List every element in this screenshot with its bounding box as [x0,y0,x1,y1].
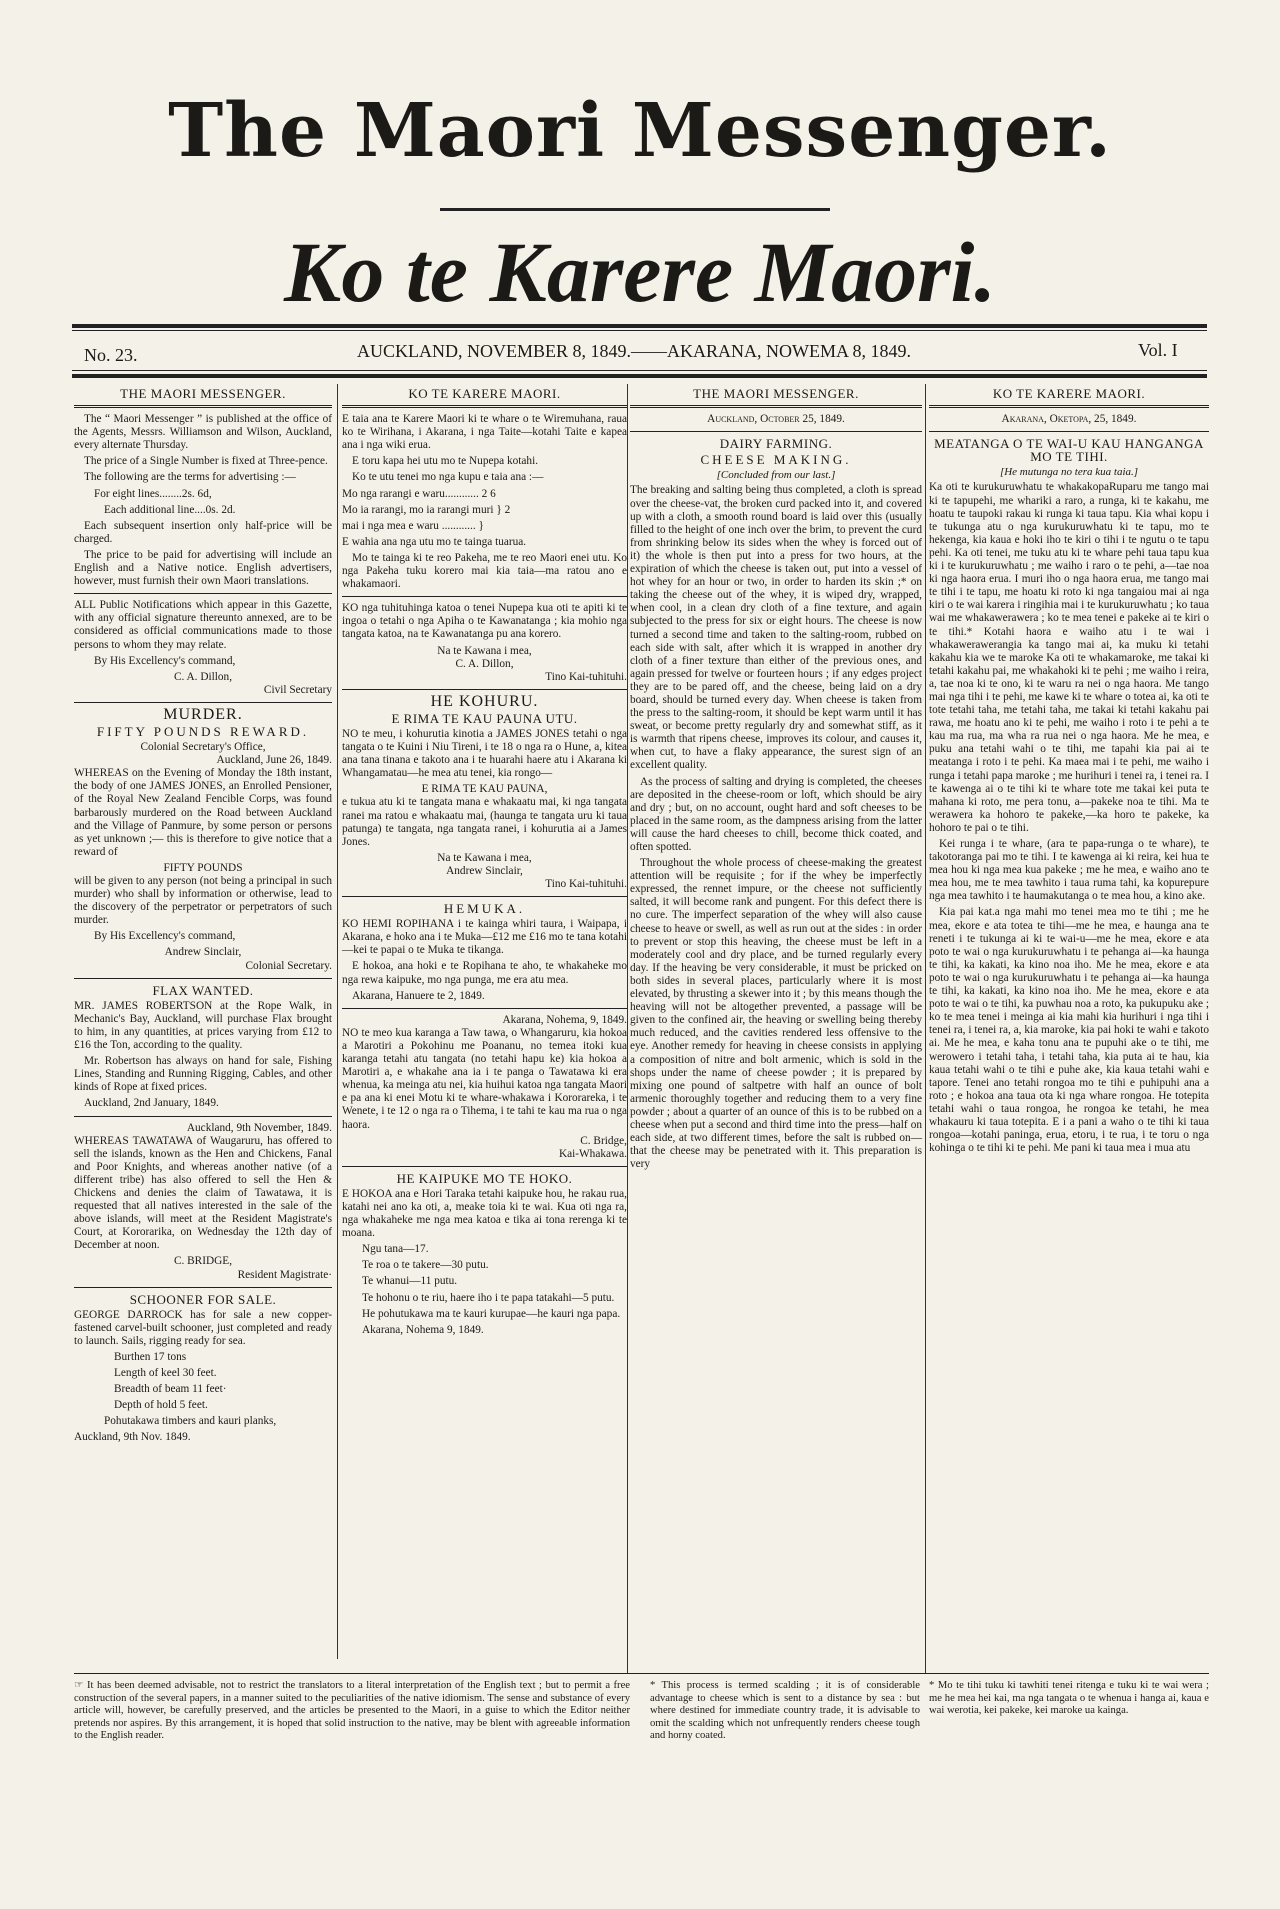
paragraph: The price to be paid for advertising will include an English and a Native notice. English advertisers, however, must furnish their own Maori translations. [74,548,332,588]
paragraph: E wahia ana nga utu mo te tainga tuarua. [342,535,527,548]
notice-paragraph: KO nga tuhituhinga katoa o tenei Nupepa kua oti te apiti ki te ingoa o tetahi o nga Apiha o te Kawanatanga ; kia mohio nga tangata katoa, na te Kawanatanga pu ana korero. [342,602,627,641]
dateline-rule-top-thin [72,330,1207,331]
rule [342,405,627,408]
rule [929,405,1209,408]
tawatawa-paragraph: NO te meo kua karanga a Taw tawa, o Whangaruru, kia hokoa a Marotiri a Pokohinu me Poananu, no temea itoki kua karanga tetahi atu tangata (no tetahi hapu ke) kia hokoa a Marotiri a, e whakahe ana ia i te panga o Tawatawa ki era whenua, ka meinga atu nei, kia huihui katoa nga tangata Maori e pa ana ki enei Motu ki te whare-whakawa i Kororareka, i te Wenete, i te 12 o nga ra o Tihema, i te tahi te kau ma rua o nga haora. [342,1026,627,1131]
column-divider [925,384,926,1674]
paragraph: The following are the terms for advertising :— [84,471,296,484]
spec-line: Ngu tana—17. [362,1243,429,1256]
issue-number: No. 23. [84,345,138,365]
signature: Andrew Sinclair, [446,864,523,877]
rate-line: Mo ia rarangi, mo ia rarangi muri } 2 [342,503,511,516]
spec-line: Te roa o te takere—30 putu. [362,1259,489,1272]
signature: C. A. Dillon, [173,670,233,683]
masthead-title: The Maori Messenger. [168,88,1112,174]
signature: C. BRIDGE, [173,1255,233,1268]
paragraph: Mr. Robertson has always on hand for sale, Fishing Lines, Standing and Running Rigging, Cables, and other kinds of Rope at fixed prices. [74,1055,332,1094]
date-line: Auckland, June 26, 1849. [216,754,332,767]
murder-paragraph: WHEREAS on the Evening of Monday the 18th instant, the body of one JAMES JONES, an Enrolled Pensioner, of the Royal New Zealand Fencible Corps, was found barbarously murdered on the Road between Auckland and the Village of Panmure, by some person or persons as yet unknown ;— this is therefore to give notice that a reward of [74,767,332,858]
date-line: Akarana, Hanuere te 2, 1849. [352,989,485,1002]
pointing-hand-icon: ☞ [74,1680,87,1691]
rule [74,1116,332,1117]
signature-title: Tino Kai-tuhituhi. [545,670,627,683]
signature-title: Kai-Whakawa. [558,1147,627,1160]
footnote-maori: * Mo te tihi tuku ki tawhiti tenei ritenga e tuku ki te wai wera ; me he mea hei kai, ma nga tangata o te whenua i hanga ai, kaua e wai werotia, kei pakeke, kei maroke ua kainga. [929,1680,1209,1717]
murder-paragraph: NO te meu, i kohurutia kinotia a JAMES JONES tetahi o nga tangata o te Kuini i Niu Tireni, i te 18 o nga ra o Hune, a, kitea ana tana tinana e takoto ana i te huarahi haere atu i Akarana ki Whangamatau—he mea atu tenei, kia rongo— [342,727,627,780]
date-line: Auckland, 9th Nov. 1849. [74,1431,191,1444]
paragraph: Ko te utu tenei mo nga kupu e taia ana :— [352,471,544,484]
schooner-paragraph: E HOKOA ana e Hori Taraka tetahi kaipuke hou, he rakau rua, katahi nei ano ka oti, a, meake toia ki te wai. Kua oti nga ra, nga whakaheke me nga mea katoa e tika ai tona rerenga ki te moana. [342,1187,627,1240]
schooner-heading: HE KAIPUKE MO TE HOKO. [396,1170,573,1186]
paragraph: Mo te tainga ki te reo Pakeha, me te reo Maori enei utu. Ko nga Pakeha tuku korero mai kia taia—ma ratou ano e whakamaori. [342,551,627,591]
rule [74,593,332,594]
date-line: Akarana, Nohema 9, 1849. [362,1323,484,1336]
murder-heading: MURDER. [163,705,243,723]
section-heading: THE MAORI MESSENGER. [120,386,286,401]
paragraph: E taia ana te Karere Maori ki te whare o te Wiremuhana, raua ko te Wirihana, i Akarana, i nga Taite—kotahi Taite e kapea ana i nga wiki erua. [342,413,627,452]
signature-title: Tino Kai-tuhituhi. [545,878,627,890]
section-heading: KO TE KARERE MAORI. [408,386,561,401]
rule [74,405,332,408]
rate-line: Mo nga rarangi e waru............ 2 6 [342,487,496,500]
date-line: Auckland, 2nd January, 1849. [84,1097,219,1110]
concluded-note: [Concluded from our last.] [716,469,836,482]
signature-title: Colonial Secretary. [245,959,332,972]
reward-amount: FIFTY POUNDS [163,861,243,874]
column-divider [627,384,628,1674]
rule [342,596,627,597]
dateline: AUCKLAND, NOVEMBER 8, 1849.——AKARANA, NOWEMA 8, 1849. [357,341,911,361]
paragraph: Kia pai kat.a nga mahi mo tenei mea mo te tihi ; me he mea, ekore e ata totea te tihi—me he mea, e haunga ana te reneti i te tukunga ai ki te wai-u—me he mea, ekore e ata poto te wai o nga kurukuruwhatu i te pehanga ai—ka haunga te tihi, ka kakati, ka kino noa iho. Me he mea, ekore e ata poto te wai o nga kurukuruwhatu i te pehanga ai—ka haunga te tihi, ka kakati, ka kino noa iho. Me he mea, ekore e ata poto te wai o te tihi, ka puwhau noa a roto, ka pukupuku ake ; ko te mea tenei i meinga ai kia mahi kia hurihuri i nga tihi i tenei ra, i tenei ra, a, kia maroke, kia pai hoki te wahi e takoto ai. Me he mea, e kaha tonu ana te pupuhi ake o te tihi, me werowero i tetahi taha, i tetahi taha, kia puta ai te hau, kia kaua tetahi wahi o te tihi e puhe ake, kia kaua tetahi wahi e tapore. Tenei ano tetahi rongoa mo te tihi e puhipuhi ana a roto ; e hokoa ana taua ota ki nga whare rongoa. He totepita tetahi wahi o taua rongoa, he rongoa ke tetahi, he mea whakauru ki taua totepita. E i a pani a waho o te tihi ki taua rongoa—kotahi paninga, erua, etoru, i te rua, i te toru o nga kohinga o te tihi ki te pehi. Me pani ki taua mea i mua atu [929,906,1209,1155]
footnote-editorial [74,1680,630,1743]
footnote-text: It has been deemed advisable, not to restrict the translators to a literal interpretation of the English text ; but to permit a free construction of the several papers, in a manner suited to the peculiarities of the native idiomism. The sense and substance of every article will, however, be carefully preserved, and the articles be presented to the Maori, in a guise to which the Editor neither pretends nor aspires. By this arrangement, it is hoped that solid instruction to the native, may be blent with agreeable information to the English reader. [74,1680,630,1742]
concluded-note: [He mutunga no tera kua taia.] [999,466,1139,479]
office-line: Colonial Secretary's Office, [140,741,266,754]
paragraph: Throughout the whole process of cheese-making the greatest attention will be requisite ; for if the whey be imperfectly expressed, the rennet impure, or the cheese not sufficiently salted, it will become rank and pungent. For this defect there is no cure. The imperfect separation of the whey will also cause cheese to heave or swell, as well as run out at the sides : in order to prevent or stop this heaving, the cheese must be left in a moderately cool and dry place, and be turned regularly every day. If the heaving be very considerable, it must be pricked on both sides in several places, particularly where it is most elevated, by thrusting a skewer into it ; by this means though the heaving will not be altogether prevented, a passage will be given to the confined air, the heaving or swelling being thereby much reduced, and the cavities rendered less offensive to the eye. Another remedy for heaving in cheese consists in applying a composition of nitre and bolt armenic, which is sold in the shops under the name of cheese powder ; it is prepared by mixing one pound of saltpetre with half an ounce of bolt armenic thoroughly together and reducing them to a very fine powder ; about a quarter of an ounce of this is to be rubbed on a cheese when put a second and third time into the press—half on each side, at two different times, before the salt is rubbed on—that the cheese may be penetrated with it. This preparation is very [630,857,922,1171]
spec-line: Depth of hold 5 feet. [114,1399,208,1412]
paragraph: E hokoa, ana hoki e te Ropihana te aho, te whakaheke mo nga rewa kaipuke, mo nga punga, me era atu mea. [342,960,627,986]
column-english-article [630,384,922,1174]
command-line: By His Excellency's command, [94,930,236,943]
paragraph: Each subsequent insertion only half-price will be charged. [74,519,332,545]
column-divider [337,384,338,1659]
masthead-rule [440,208,830,211]
murder-heading: HE KOHURU. [430,692,539,710]
signature-title: Civil Secretary [263,683,332,696]
article-date: Auckland, October 25, 1849. [707,413,845,426]
dateline-rule-top [72,324,1207,328]
masthead-subtitle: Ko te Karere Maori. [284,224,996,320]
footnote-rule [74,1673,1209,1674]
paragraph: The price of a Single Number is fixed at Three-pence. [84,455,328,468]
paragraph: The “ Maori Messenger ” is published at the office of the Agents, Messrs. Williamson and Wilson, Auckland, every alternate Thursday. [74,413,332,452]
column-maori-notices [342,384,627,1340]
spec-line: Pohutakawa timbers and kauri planks, [104,1415,277,1428]
schooner-paragraph: GEORGE DARROCK has for sale a new copper-fastened carvel-built schooner, just completed and ready to launch. Sails, rigging ready for sea. [74,1308,332,1347]
paragraph: The breaking and salting being thus completed, a cloth is spread over the cheese-vat, the broken curd packed into it, and covered up with a cloth, a smooth round board is laid over this (usually filled to the height of one inch over the brim, to prevent the curd from shrinking below its sides when the whey is forced out of it) the whole is then put into a press for two hours, at the expiration of which the cheese is taken out, put into a vessel of hot whey for an hour or two, in order to harden its skin ;* on taking the cheese out of the whey, it is wiped dry, wrapped, when cool, in a clean dry cloth of a fine texture, and again subjected to the press for six or eight hours. The cheese is now turned a second time and taken to the salting-room, rubbed on each side with salt, after which it is wrapped in another dry cloth of a finer texture than either of the previous ones, and again pressed for twelve or fourteen hours ; if any edges project they are to be pared off, and the cheese, being laid on a dry board, should be turned every day. When cheese is taken from the press to the salting-room, it should be kept warm until it has sweat, or become pretty regularly dry and somewhat stiff, as it is warmth that ripens cheese, improves its colour, and causes it, when cut, to have a flaky appearance, the surest sign of an excellent quality. [630,484,922,772]
rate-line: For eight lines........2s. 6d, [94,487,212,500]
spec-line: Te hohonu o te riu, haere iho i te papa tatakahi—5 putu. [362,1291,615,1304]
spec-line: Burthen 17 tons [114,1351,187,1363]
reward-subheading: E RIMA TE KAU PAUNA UTU. [391,710,578,726]
paragraph: will be given to any person (not being a principal in such murder) who shall by information or otherwise, lead to the discovery of the perpetrator or perpetrators of such murder. [74,875,332,927]
schooner-heading: SCHOONER FOR SALE. [129,1291,277,1307]
rule [342,1008,627,1009]
rule [929,431,1209,432]
article-title: MEATANGA O TE WAI-U KAU HANGANGA MO TE TIHI. [934,436,1204,465]
paragraph: E toru kapa hei utu mo te Nupepa kotahi. [352,455,539,468]
rate-line: Each additional line....0s. 2d. [104,503,236,516]
section-heading: KO TE KARERE MAORI. [992,386,1146,401]
paragraph: e tukua atu ki te tangata mana e whakaatu mai, ki nga tangata ranei ma ratou e whakaatu mai, (haunga te tangata uru ki taua patunga) te tangata, nga tangata ranei, i kohurutia ai a James Jones. [342,796,627,848]
rule [74,1287,332,1288]
date-line: Auckland, 9th November, 1849. [186,1121,332,1134]
rule [342,896,627,897]
article-date: Akarana, Oketopa, 25, 1849. [1001,413,1137,426]
signature: Andrew Sinclair, [164,946,242,959]
signature-title: Resident Magistrate· [237,1268,332,1281]
article-subtitle: CHEESE MAKING. [700,452,852,468]
rule [342,689,627,690]
volume-number: Vol. I [1138,340,1178,360]
date-line: Akarana, Nohema, 9, 1849. [502,1013,627,1026]
paragraph: Ka oti te kurukuruwhatu te whakakopaRuparu me tango mai ki te tapupehi, me whariki a raro, a runga, ki te kakahu, me hoatu te taupoki rakau ki runga ki taua tapu. Kia whai kopu i te tukunga atu o nga kurukuruwhatu ki te tapu, mo te hekenga, kia kaua e hoki iho te kiri o tihi i te ngutu o te tapu pehi. Ka oti tenei, me tuku atu ki te whare pehi taua tapu kua ki i te kurukuruwhatu ; me waiho i raro o te pehi, a—tae noa ki nga haora erua. I muri iho o nga haora erua, me tango mai te tihi i te tapu, me hoatu ki roto ki nga tangaiou mai ai nga kiri o te wai karera i ringihia mai i te kurukuruwhatu ; ko taua wai me whakawerawera ; ko te mea tenei e pakeke ai te kiri o te tihi.* Kotahi haora e waiho atu i te wai i whakawerawerangia ka tango mai ai, ka muku ki tetahi kakahu kia we te maroke Ka oti te whakamaroke, me takai ki tetahi kakahu pai, me whakahoki ki te pehi ; me waiho i reira, a, tae noa ki te ono, ki te waru ra nei o nga haora. Me tango mai nga tihi i te pehi, me kawe ki te whare o totea ai, ka oti te tote tetahi taha, me tetahi taha, me takai ki tetahi kakahu pai rawa, me hoatu ano ki te pehi, me waiho i roto i te pehi a te kau ma rua, ma wha ra rua nei o nga haora. Me he mea, e puku ana tetahi wahi o te tihi, me tapahi kia pai ai te meatanga i roto i te pehi. Ka maea mai i te pehi, me waiho i runga i tetahi papa maroke ; me hurihuri i tenei ra, i tenei ra. I te kawenga ai o te tihi ki te whare tote me takai kei puta te mahana ki roto, me pera tonu, a—pakeke noa te tihi. Ma te werawera ka hohoro te pakeke,—ka horo te pakeke, ka hohoro te pai o te tihi. [929,481,1209,834]
spec-line: Breadth of beam 11 feet· [114,1383,227,1396]
rule [74,702,332,703]
reward-amount: E RIMA TE KAU PAUNA, [421,783,548,796]
column-english-notices [74,384,332,1448]
column-maori-article [929,384,1209,1158]
paragraph: As the process of salting and drying is completed, the cheeses are deposited in the cheese-room or loft, which should be airy and dry ; but, on no account, ought hard and soft cheeses to be placed in the same room, as the dampness arising from the latter will cause the hard cheeses to chill, become thick coated, and often spotted. [630,775,922,853]
spec-line: He pohutukawa ma te kauri kurupae—he kauri nga papa. [362,1307,621,1320]
rule [630,405,922,408]
flax-heading: FLAX WANTED. [152,982,254,998]
command-line: Na te Kawana i mea, [437,644,532,657]
dateline-rule-bottom-thin [72,370,1207,371]
article-title: DAIRY FARMING. [719,436,833,452]
tawatawa-paragraph: WHEREAS TAWATAWA of Waugaruru, has offered to sell the islands, known as the Hen and Chickens, Fanal and Poor Knights, and whereas another native (of a different tribe) has also offered to sell the Hen & Chickens and denies the claim of Tawatawa, it is requested that all natives interested in the sale of the above islands, will meet at the Resident Magistrate's Court, at Kororarika, on Wednesday the 12th day of December at noon. [74,1134,332,1252]
signature: C. Bridge, [580,1134,627,1147]
flax-paragraph: MR. JAMES ROBERTSON at the Rope Walk, in Mechanic's Bay, Auckland, will purchase Flax brought to him, in any quantities, at prices varying from £12 to £16 the Ton, according to the quality. [74,999,332,1052]
rate-line: mai i nga mea e waru ............ } [342,519,484,532]
flax-heading: HEMUKA. [443,901,526,917]
flax-paragraph: KO HEMI ROPIHANA i te kainga whiri taura, i Waipapa, i Akarana, e hoko ana i te Muka—£12 me £16 mo te tana kotahi—kei te papai o te Muka te tikanga. [342,918,627,957]
spec-line: Length of keel 30 feet. [114,1367,217,1380]
paragraph: Kei runga i te whare, (ara te papa-runga o te whare), te takotoranga pai mo te tihi. I te kawenga ai ki reira, kei hua te mea hou ki nga mea kua pakeke ; me he mea, e waiho ano te mea hou, me te mea tawhito i taua ruma tahi, ka kopurepure nga mea tawhito i te haumakutanga o te mea hou, a kino ake. [929,838,1209,903]
dateline-rule-bottom [72,374,1207,378]
notice-paragraph: ALL Public Notifications which appear in this Gazette, with any official signature thereunto annexed, are to be considered as official communications made to those persons to whom they may relate. [74,599,332,651]
footnote-scalding: * This process is termed scalding ; it is of considerable advantage to cheese which is sent to a distance by sea : but where destined for immediate country trade, it is advisable to omit the scalding which not unfrequently renders cheese tough and horny coated. [650,1680,920,1742]
signature: C. A. Dillon, [455,657,514,670]
rule [74,978,332,979]
spec-line: Te whanui—11 putu. [362,1275,458,1288]
command-line: By His Excellency's command, [94,654,236,667]
command-line: Na te Kawana i mea, [437,851,532,864]
rule [342,1166,627,1167]
section-heading: THE MAORI MESSENGER. [693,386,859,401]
reward-subheading: FIFTY POUNDS REWARD. [96,723,310,739]
rule [630,431,922,432]
